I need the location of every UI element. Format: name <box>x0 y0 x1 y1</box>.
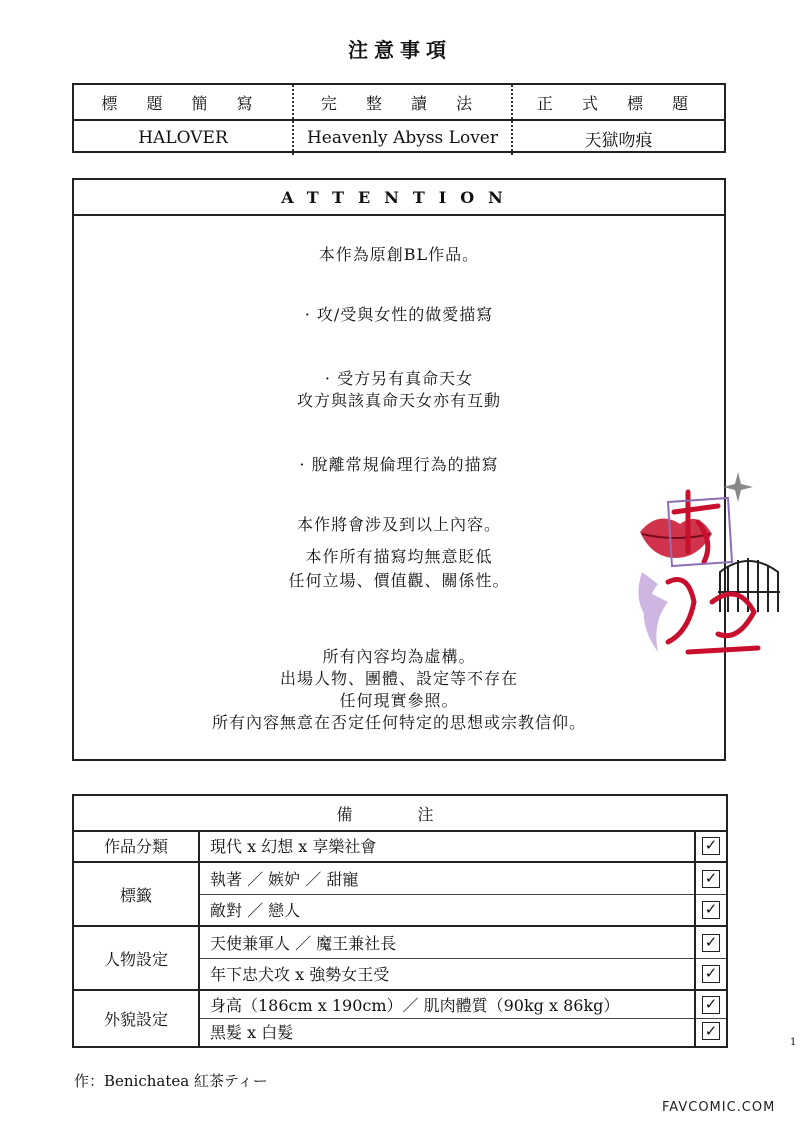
remarks-category-appearance: 外貌設定 <box>74 991 200 1046</box>
remarks-category-genre: 作品分類 <box>74 830 200 861</box>
check-icon: ✓ <box>702 965 720 983</box>
remarks-checkbox <box>694 894 726 925</box>
remarks-item: 年下忠犬攻 x 強勢女王受 <box>210 965 390 984</box>
remarks-checkbox <box>694 830 726 861</box>
check-icon: ✓ <box>702 934 720 952</box>
remarks-item: 天使兼軍人 ／ 魔王兼社長 <box>210 934 397 953</box>
remarks-table <box>72 794 728 1048</box>
remarks-item: 現代 x 幻想 x 享樂社會 <box>210 837 377 856</box>
remarks-heading: 備 注 <box>74 796 726 832</box>
remarks-item: 黑髮 x 白髮 <box>210 1022 294 1042</box>
remarks-checkbox <box>694 958 726 989</box>
attention-line: 任何立場、價值觀、關係性。 <box>288 571 510 590</box>
remarks-item: 身高（186cm x 190cm）／ 肌肉體質（90kg x 86kg） <box>210 996 620 1015</box>
header-abbreviation: 標 題 簡 寫 <box>101 93 265 113</box>
remarks-checkbox <box>694 863 726 894</box>
header-full-reading: 完 整 讀 法 <box>292 85 511 119</box>
attention-line: 任何現實參照。 <box>339 691 459 710</box>
title-table <box>72 83 726 153</box>
author-credit: 作：Benichatea 紅茶ティー <box>74 1072 268 1090</box>
page-number: 1 <box>790 1037 797 1048</box>
attention-line: 本作所有描寫均無意貶低 <box>305 547 493 566</box>
attention-line: 本作將會涉及到以上內容。 <box>296 515 501 534</box>
check-icon: ✓ <box>702 996 720 1014</box>
page-title: 注意事項 <box>348 38 452 62</box>
site-watermark: FAVCOMIC.COM <box>662 1100 776 1115</box>
attention-line: · 攻/受與女性的做愛描寫 <box>304 305 494 324</box>
value-abbreviation: HALOVER <box>138 128 228 148</box>
title-table-value-row <box>74 119 724 155</box>
attention-line: · 脫離常規倫理行為的描寫 <box>299 455 499 474</box>
remarks-item: 執著 ／ 嫉妒 ／ 甜寵 <box>210 870 359 889</box>
attention-heading: ATTENTION <box>74 180 724 216</box>
remarks-category-tags: 標籤 <box>74 863 200 925</box>
title-logo <box>628 462 798 672</box>
remarks-item: 敵對 ／ 戀人 <box>210 901 301 920</box>
logo-lettering <box>668 492 758 652</box>
check-icon: ✓ <box>702 870 720 888</box>
attention-line: 本作為原創BL作品。 <box>318 245 480 264</box>
check-icon: ✓ <box>702 837 720 855</box>
remarks-category-characters: 人物設定 <box>74 927 200 989</box>
value-full-reading: Heavenly Abyss Lover <box>292 121 511 155</box>
remarks-checkbox <box>694 927 726 958</box>
title-table-header-row <box>74 85 724 119</box>
attention-line: 所有內容無意在否定任何特定的思想或宗教信仰。 <box>211 713 586 732</box>
attention-line: 出場人物、團體、設定等不存在 <box>279 669 518 688</box>
remarks-checkbox <box>694 1016 726 1046</box>
header-official-title: 正 式 標 題 <box>511 85 724 119</box>
attention-line: 攻方與該真命天女亦有互動 <box>296 391 501 410</box>
wing-icon <box>638 572 668 652</box>
attention-line: · 受方另有真命天女 <box>324 369 474 388</box>
value-official-title: 天獄吻痕 <box>511 121 724 155</box>
attention-line: 所有內容均為虛構。 <box>322 647 476 666</box>
check-icon: ✓ <box>702 901 720 919</box>
check-icon: ✓ <box>702 1022 720 1040</box>
